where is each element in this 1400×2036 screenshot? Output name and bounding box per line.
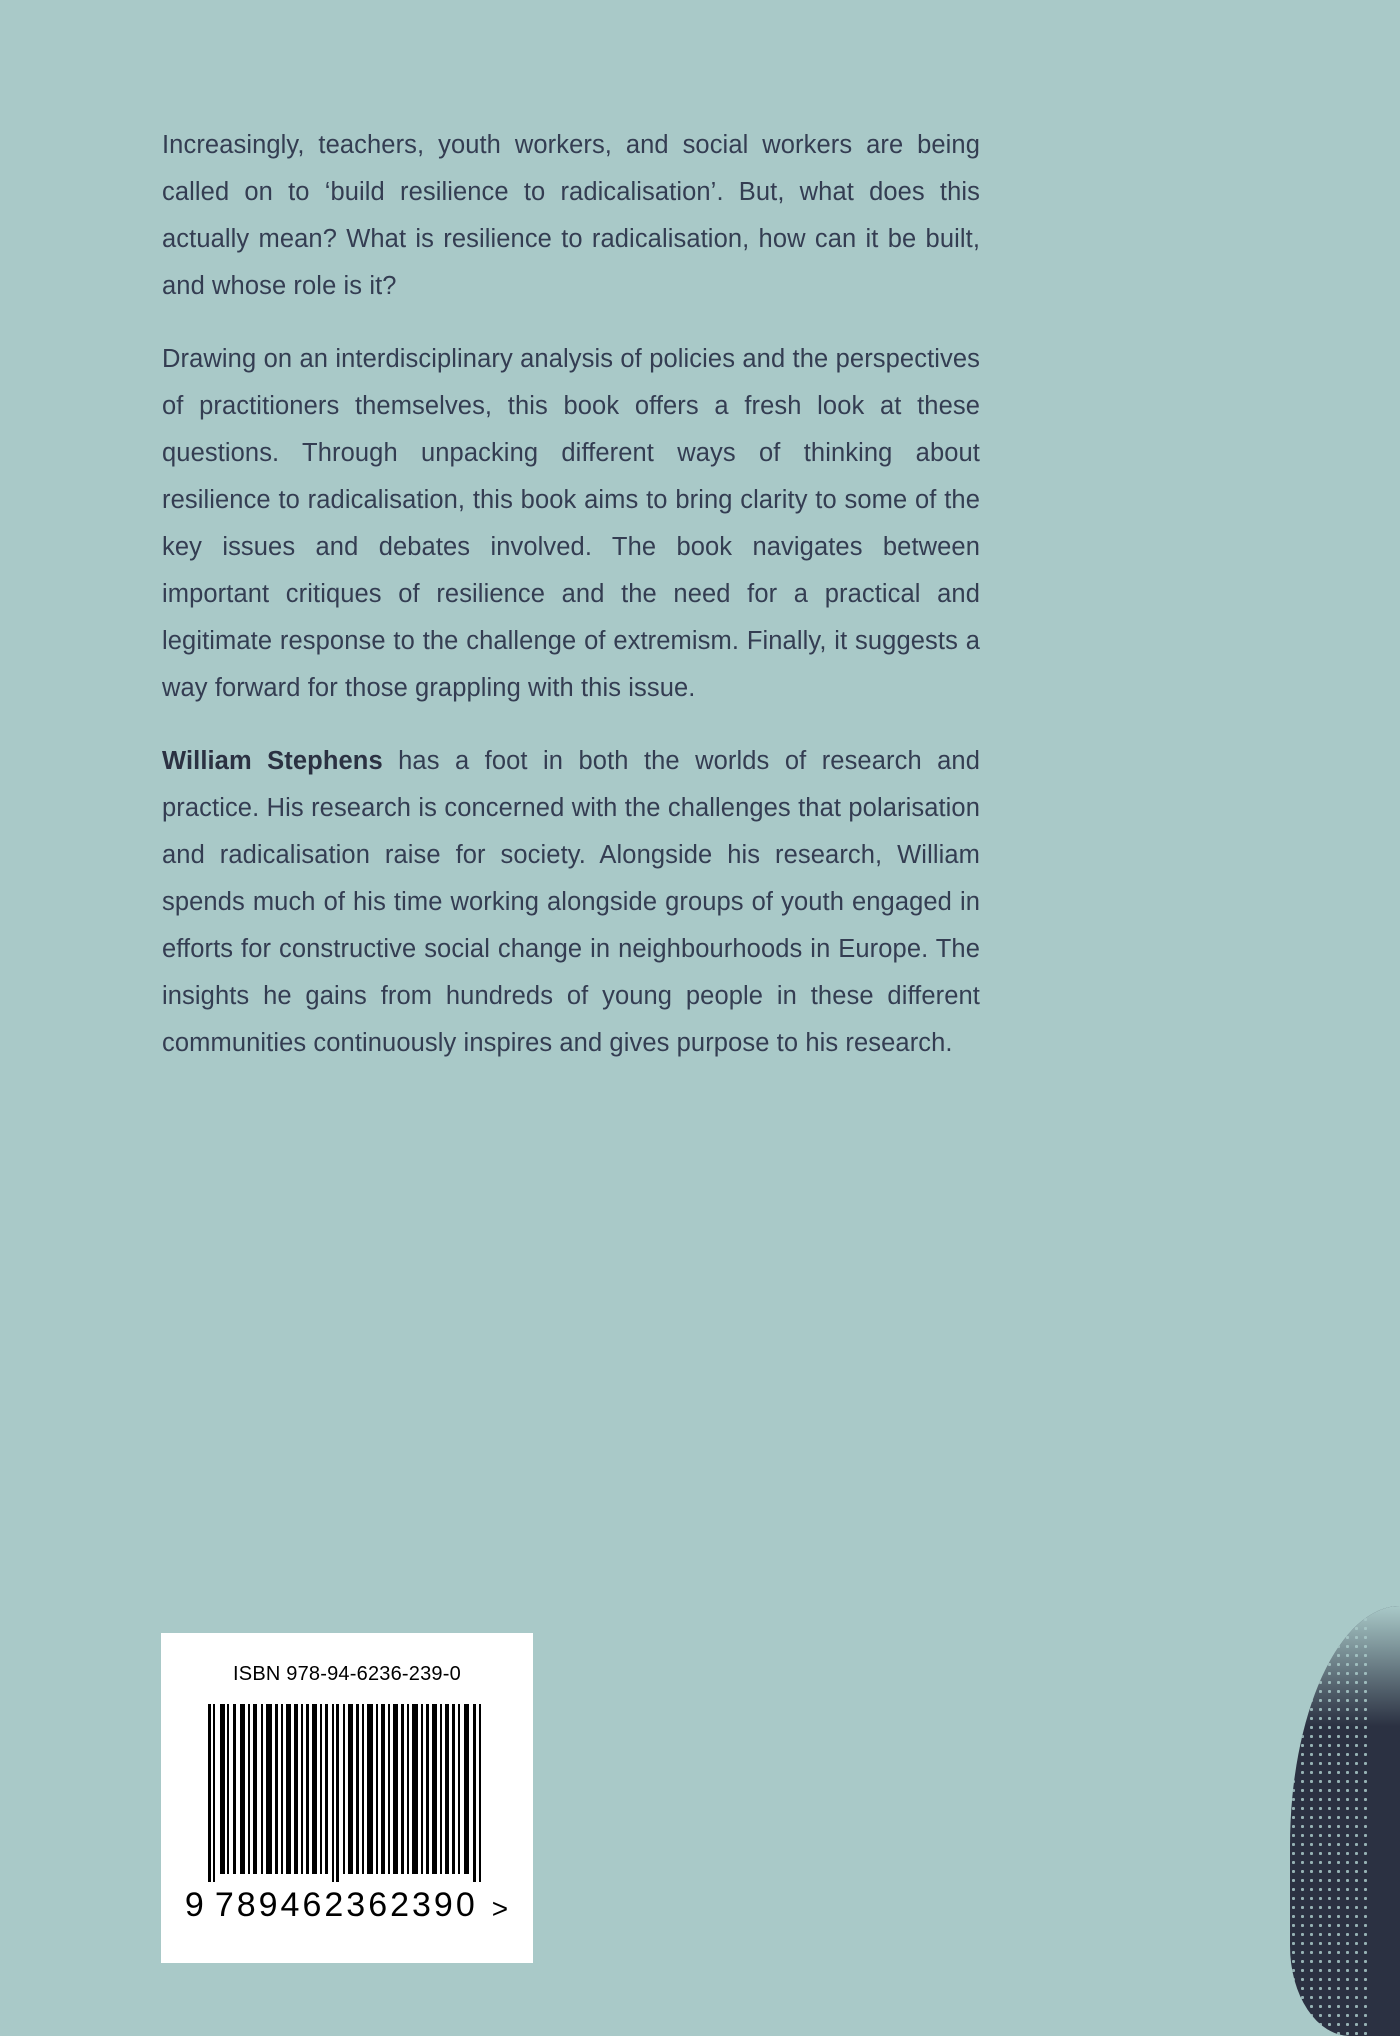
barcode-digits (161, 1886, 533, 1925)
barcode-bars-graphic (208, 1704, 486, 1882)
isbn-barcode (161, 1633, 533, 1963)
author-name: William Stephens (162, 747, 383, 775)
barcode-group-left: 789462 (214, 1886, 347, 1924)
author-bio-text: has a foot in both the worlds of research and practice. His research is concerned with the challenges that polarisation and radicalisation raise for society. Alongside his research, William spends much of his time working alongside groups of youth engaged in efforts for constructive social change in neighbourhoods in Europe. The insights he gains from hundreds of young people in these different communities continuously inspires and gives purpose to his research. (162, 747, 980, 1057)
blurb-paragraph-1: Increasingly, teachers, youth workers, and social workers are being called on to ‘build resilience to radicalisation’. But, what does this actually mean? What is resilience to radicalisation, how can it be built, and whose role is it? (162, 131, 980, 300)
dot-pattern-fade (1290, 1606, 1400, 2036)
isbn-label: ISBN 978-94-6236-239-0 (233, 1663, 461, 1685)
barcode-lead-digit: 9 (184, 1886, 205, 1924)
author-bio-paragraph (162, 738, 980, 1067)
blurb-content (162, 122, 980, 1067)
blurb-paragraph-2: Drawing on an interdisciplinary analysis of policies and the perspectives of practitioners themselves, this book offers a fresh look at these questions. Through unpacking different ways of thinking about resilience to radicalisation, this book aims to bring clarity to some of the key issues and debates involved. The book navigates between important critiques of resilience and the need for a practical and legitimate response to the challenge of extremism. Finally, it suggests a way forward for those grappling with this issue. (162, 345, 980, 702)
barcode-trailing-symbol: > (491, 1893, 510, 1924)
decorative-dotted-shape (1290, 1606, 1400, 2036)
barcode-group-right: 362390 (346, 1886, 478, 1924)
